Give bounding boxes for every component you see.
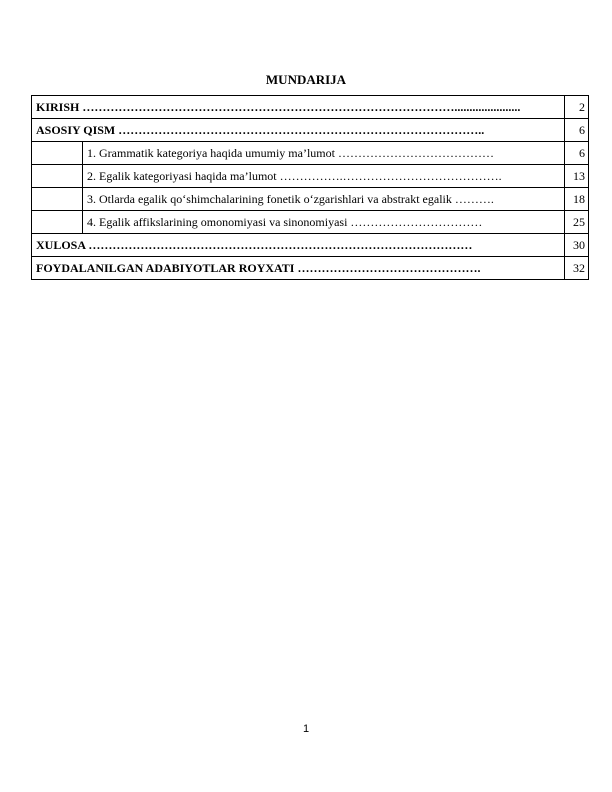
toc-row-section-1[interactable] bbox=[32, 142, 589, 165]
toc-indent-cell bbox=[32, 142, 83, 165]
table-of-contents bbox=[31, 95, 589, 280]
toc-row-adabiyotlar[interactable] bbox=[32, 257, 589, 280]
toc-indent-cell bbox=[32, 188, 83, 211]
toc-row-asosiy-qism[interactable] bbox=[32, 119, 589, 142]
toc-row-kirish[interactable] bbox=[32, 96, 589, 119]
toc-entry-page: 6 bbox=[565, 119, 589, 142]
toc-entry-page: 25 bbox=[565, 211, 589, 234]
toc-row-xulosa[interactable] bbox=[32, 234, 589, 257]
toc-indent-cell bbox=[32, 165, 83, 188]
toc-entry-page: 2 bbox=[565, 96, 589, 119]
toc-entry-title[interactable]: 3. Otlarda egalik qo‘shimchalarining fonetik o‘zgarishlari va abstrakt egalik ………. bbox=[83, 188, 565, 211]
page-number: 1 bbox=[302, 723, 310, 735]
toc-entry-title[interactable]: 1. Grammatik kategoriya haqida umumiy ma’lumot ………………………………… bbox=[83, 142, 565, 165]
toc-entry-title[interactable]: FOYDALANILGAN ADABIYOTLAR ROYXATI ………………………………………. bbox=[32, 257, 565, 280]
toc-row-section-4[interactable] bbox=[32, 211, 589, 234]
toc-indent-cell bbox=[32, 211, 83, 234]
toc-entry-page: 6 bbox=[565, 142, 589, 165]
toc-entry-title[interactable]: 4. Egalik affikslarining omonomiyasi va sinonomiyasi …………………………… bbox=[83, 211, 565, 234]
toc-entry-page: 13 bbox=[565, 165, 589, 188]
toc-entry-title[interactable]: 2. Egalik kategoriyasi haqida ma’lumot …………….…………………………………. bbox=[83, 165, 565, 188]
toc-entry-page: 18 bbox=[565, 188, 589, 211]
toc-entry-title[interactable]: XULOSA …………………………………………………………………………………… bbox=[32, 234, 565, 257]
toc-row-section-2[interactable] bbox=[32, 165, 589, 188]
toc-entry-page: 32 bbox=[565, 257, 589, 280]
toc-entry-page: 30 bbox=[565, 234, 589, 257]
toc-entry-title[interactable]: KIRISH …………………………………………………………………………………...................... bbox=[32, 96, 565, 119]
toc-entry-title[interactable]: ASOSIY QISM ……………………………………………………………………………….. bbox=[32, 119, 565, 142]
toc-row-section-3[interactable] bbox=[32, 188, 589, 211]
page-title: MUNDARIJA bbox=[265, 72, 347, 87]
